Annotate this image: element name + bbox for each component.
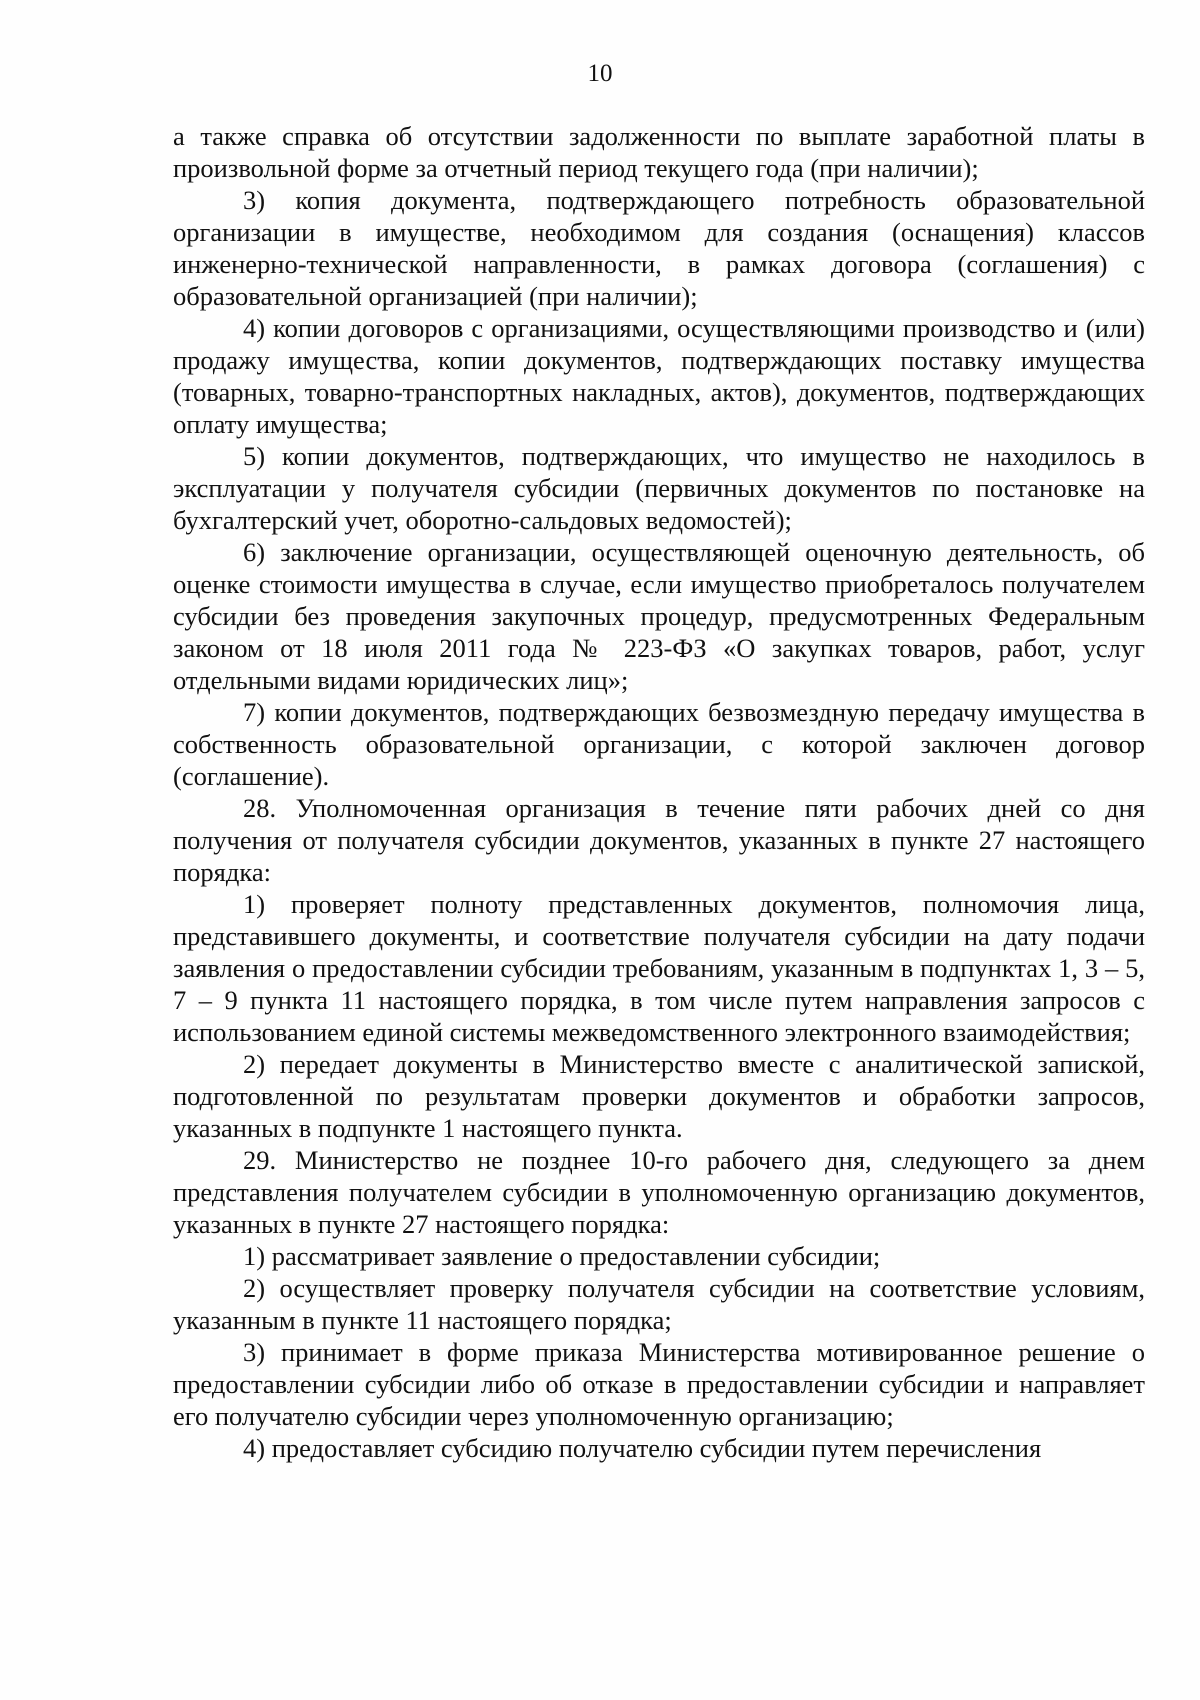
document-body <box>173 120 1145 1464</box>
paragraph-clause-29-item-1: 1) рассматривает заявление о предоставлении субсидии; <box>243 1241 881 1271</box>
paragraph-clause-29: 29. Министерство не позднее 10-го рабочего дня, следующего за днем представления получателем субсидии в уполномоченную организацию документов, указанных в пункте 27 настоящего порядка: <box>173 1145 1145 1239</box>
paragraph-item-7-transfer: 7) копии документов, подтверждающих безвозмездную передачу имущества в собственность образовательной организации, с которой заключен договор (соглашение). <box>173 697 1145 791</box>
paragraph-item-4-contracts: 4) копии договоров с организациями, осуществляющими производство и (или) продажу имущества, копии документов, подтверждающих поставку имущества (товарных, товарно-транспортных накладных, актов), документов, подтверждающих оплату имущества; <box>173 313 1145 439</box>
paragraph-item-6-valuation: 6) заключение организации, осуществляющей оценочную деятельность, об оценке стоимости имущества в случае, если имущество приобреталось получателем субсидии без проведения закупочных процедур, предусмотренных Федеральным законом от 18 июля 2011 года № 223-ФЗ «О закупках товаров, работ, услуг отдельными видами юридических лиц»; <box>173 537 1145 695</box>
paragraph-clause-29-item-3: 3) принимает в форме приказа Министерства мотивированное решение о предоставлении субсидии либо об отказе в предоставлении субсидии и направляет его получателю субсидии через уполномоченную организацию; <box>173 1337 1145 1431</box>
paragraph-certificate-tail: а также справка об отсутствии задолженности по выплате заработной платы в произвольной форме за отчетный период текущего года (при наличии); <box>173 121 1145 183</box>
paragraph-clause-28-item-2: 2) передает документы в Министерство вместе с аналитической запиской, подготовленной по результатам проверки документов и обработки запросов, указанных в подпункте 1 настоящего пункта. <box>173 1049 1145 1143</box>
paragraph-item-5-not-in-use: 5) копии документов, подтверждающих, что имущество не находилось в эксплуатации у получателя субсидии (первичных документов по постановке на бухгалтерский учет, оборотно-сальдовых ведомостей); <box>173 441 1145 535</box>
paragraph-clause-28: 28. Уполномоченная организация в течение пяти рабочих дней со дня получения от получателя субсидии документов, указанных в пункте 27 настоящего порядка: <box>173 793 1145 887</box>
paragraph-item-3-document-copy: 3) копия документа, подтверждающего потребность образовательной организации в имуществе, необходимом для создания (оснащения) классов инженерно-технической направленности, в рамках договора (соглашения) с образовательной организацией (при наличии); <box>173 185 1145 311</box>
paragraph-clause-29-item-4: 4) предоставляет субсидию получателю субсидии путем перечисления <box>243 1433 1042 1463</box>
paragraph-clause-29-item-2: 2) осуществляет проверку получателя субсидии на соответствие условиям, указанным в пункте 11 настоящего порядка; <box>173 1273 1145 1335</box>
paragraph-clause-28-item-1: 1) проверяет полноту представленных документов, полномочия лица, представившего документы, и соответствие получателя субсидии на дату подачи заявления о предоставлении субсидии требованиям, указанным в подпунктах 1, 3 – 5, 7 – 9 пункта 11 настоящего порядка, в том числе путем направления запросов с использованием единой системы межведомственного электронного взаимодействия; <box>173 889 1145 1047</box>
page-number: 10 <box>587 60 613 87</box>
